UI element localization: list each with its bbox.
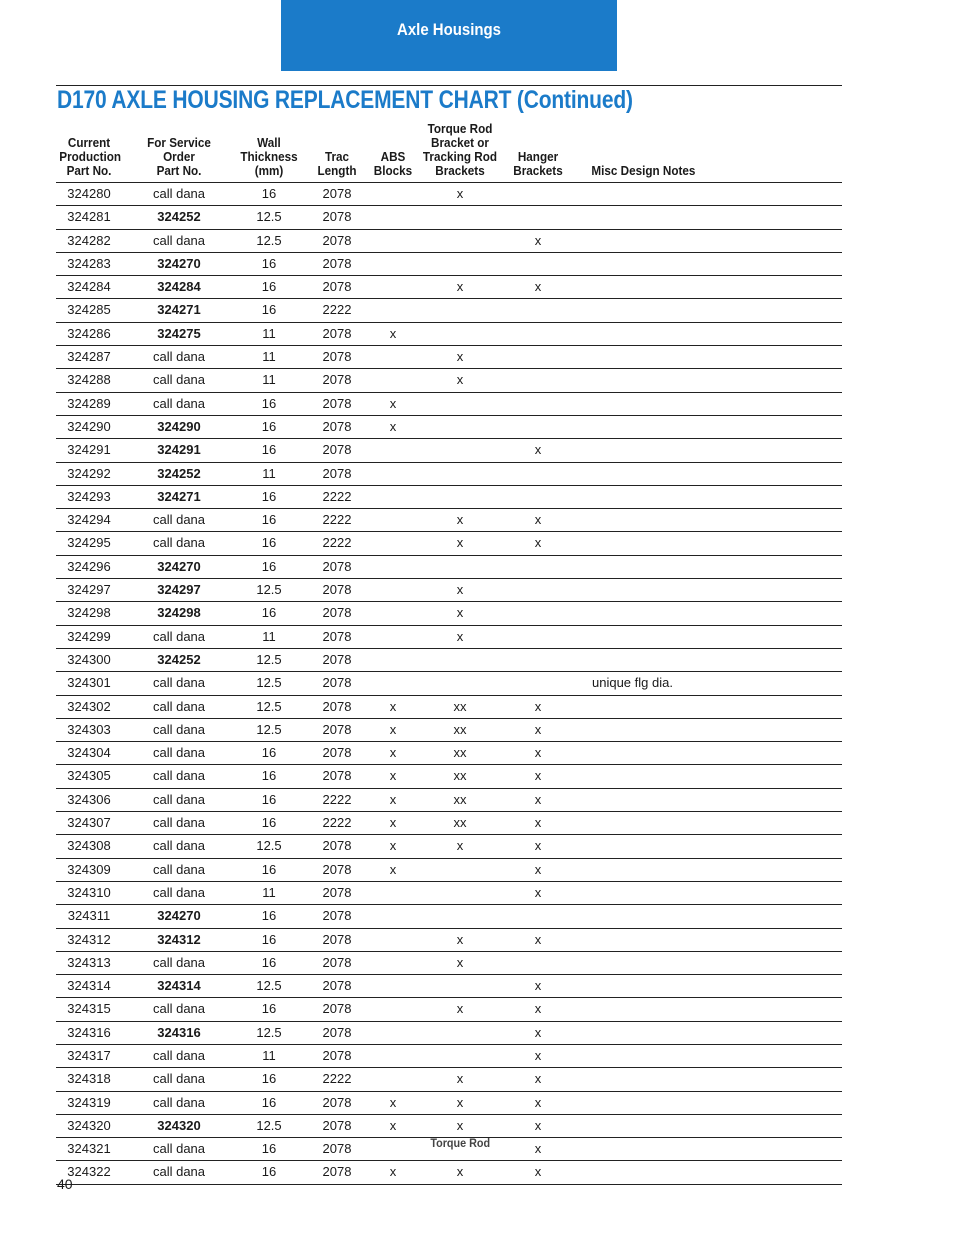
cell-current-part: 324301 — [67, 675, 111, 691]
cell-trac-length: 2078 — [322, 1141, 352, 1157]
cell-trac-length: 2078 — [322, 418, 352, 434]
cell-service-part: call dana — [152, 838, 206, 854]
table-row — [56, 206, 842, 229]
cell-hanger-brackets: x — [534, 1024, 542, 1040]
table-row — [56, 742, 842, 765]
cell-trac-length: 2078 — [322, 675, 352, 691]
cell-current-part: 324293 — [67, 488, 111, 504]
section-tab-label: Axle Housings — [397, 20, 501, 39]
cell-torque-rod: x — [456, 1071, 464, 1087]
cell-torque-rod: x — [456, 349, 464, 365]
table-row — [56, 1092, 842, 1115]
header-hanger-brackets: Hanger Brackets — [513, 149, 563, 178]
cell-trac-length: 2078 — [322, 372, 352, 388]
cell-current-part: 324280 — [67, 186, 111, 201]
cell-hanger-brackets: x — [534, 884, 542, 900]
table-row — [56, 649, 842, 672]
table-row — [56, 1022, 842, 1045]
cell-torque-rod: x — [456, 1164, 464, 1180]
cell-trac-length: 2222 — [322, 815, 352, 831]
cell-trac-length: 2078 — [322, 558, 352, 574]
cell-hanger-brackets: x — [534, 512, 542, 528]
cell-trac-length: 2222 — [322, 302, 352, 318]
table-row — [56, 905, 842, 928]
cell-trac-length: 2222 — [322, 791, 352, 807]
cell-hanger-brackets: x — [534, 978, 542, 994]
cell-hanger-brackets: x — [534, 1141, 542, 1157]
cell-current-part: 324283 — [67, 255, 111, 271]
cell-trac-length: 2078 — [322, 349, 352, 365]
cell-service-part: 324252 — [157, 465, 201, 481]
table-body — [56, 183, 842, 1185]
table-row — [56, 975, 842, 998]
cell-trac-length: 2078 — [322, 698, 352, 714]
cell-current-part: 324314 — [67, 978, 111, 994]
cell-wall-thickness: 12.5 — [256, 698, 282, 714]
cell-hanger-brackets: x — [534, 1001, 542, 1017]
cell-service-part: call dana — [152, 861, 206, 877]
cell-current-part: 324307 — [67, 815, 111, 831]
cell-current-part: 324300 — [67, 651, 111, 667]
cell-hanger-brackets: x — [534, 279, 542, 295]
cell-current-part: 324285 — [67, 302, 111, 318]
cell-wall-thickness: 12.5 — [256, 582, 282, 598]
cell-hanger-brackets: x — [534, 1071, 542, 1087]
cell-wall-thickness: 16 — [261, 255, 277, 271]
cell-hanger-brackets: x — [534, 1094, 542, 1110]
cell-hanger-brackets: x — [534, 1047, 542, 1063]
cell-current-part: 324309 — [67, 861, 111, 877]
cell-wall-thickness: 11 — [262, 628, 276, 644]
cell-torque-rod: xx — [453, 698, 467, 714]
cell-service-part: call dana — [152, 791, 206, 807]
cell-service-part: call dana — [152, 1071, 206, 1087]
table-row — [56, 696, 842, 719]
cell-torque-rod: xx — [453, 721, 467, 737]
cell-hanger-brackets: x — [534, 861, 542, 877]
cell-hanger-brackets: x — [534, 1117, 542, 1133]
cell-torque-rod: x — [456, 372, 464, 388]
cell-trac-length: 2222 — [322, 535, 352, 551]
table-row — [56, 998, 842, 1021]
cell-trac-length: 2078 — [322, 605, 352, 621]
table-row — [56, 882, 842, 905]
cell-wall-thickness: 12.5 — [256, 209, 282, 225]
cell-service-part: 324297 — [157, 582, 201, 598]
cell-wall-thickness: 16 — [261, 1164, 277, 1180]
cell-wall-thickness: 16 — [261, 558, 277, 574]
cell-service-part: 324252 — [157, 651, 201, 667]
cell-trac-length: 2078 — [322, 1094, 352, 1110]
cell-trac-length: 2078 — [322, 255, 352, 271]
table-header — [56, 120, 842, 183]
cell-trac-length: 2078 — [322, 768, 352, 784]
section-tab — [281, 0, 617, 71]
cell-service-part: 324271 — [157, 302, 201, 318]
cell-current-part: 324302 — [67, 698, 111, 714]
cell-abs-blocks: x — [389, 838, 397, 854]
cell-current-part: 324311 — [67, 908, 111, 924]
cell-wall-thickness: 16 — [261, 791, 277, 807]
cell-service-part: call dana — [152, 349, 206, 365]
cell-trac-length: 2078 — [322, 628, 352, 644]
cell-service-part: 324298 — [157, 605, 201, 621]
table-row — [56, 393, 842, 416]
table-row — [56, 346, 842, 369]
cell-abs-blocks: x — [389, 721, 397, 737]
cell-service-part: 324252 — [157, 209, 201, 225]
cell-torque-rod: x — [456, 279, 464, 295]
cell-service-part: call dana — [152, 535, 206, 551]
header-service-order: For Service Order Part No. — [147, 135, 211, 178]
cell-wall-thickness: 16 — [261, 535, 277, 551]
cell-wall-thickness: 11 — [262, 1047, 276, 1063]
cell-abs-blocks: x — [389, 768, 397, 784]
cell-abs-blocks: x — [389, 418, 397, 434]
cell-wall-thickness: 12.5 — [256, 1024, 282, 1040]
table-row — [56, 253, 842, 276]
cell-abs-blocks: x — [389, 395, 397, 411]
cell-wall-thickness: 16 — [261, 908, 277, 924]
cell-wall-thickness: 16 — [261, 1001, 277, 1017]
table-row — [56, 672, 842, 695]
replacement-chart-table — [56, 120, 842, 1185]
cell-current-part: 324292 — [67, 465, 111, 481]
cell-wall-thickness: 16 — [261, 186, 277, 201]
table-row — [56, 556, 842, 579]
cell-current-part: 324286 — [67, 325, 111, 341]
cell-trac-length: 2078 — [322, 582, 352, 598]
cell-wall-thickness: 16 — [261, 605, 277, 621]
cell-wall-thickness: 12.5 — [256, 675, 282, 691]
cell-torque-rod: x — [456, 1117, 464, 1133]
cell-torque-rod: x — [456, 954, 464, 970]
cell-trac-length: 2078 — [322, 838, 352, 854]
header-current-production: Current Production Part No. — [59, 135, 122, 178]
cell-service-part: call dana — [152, 884, 206, 900]
cell-trac-length: 2078 — [322, 465, 352, 481]
cell-current-part: 324289 — [67, 395, 111, 411]
cell-hanger-brackets: x — [534, 838, 542, 854]
header-abs-blocks: ABS Blocks — [373, 149, 413, 178]
cell-current-part: 324310 — [67, 884, 111, 900]
cell-hanger-brackets: x — [534, 442, 542, 458]
cell-current-part: 324297 — [67, 582, 111, 598]
cell-trac-length: 2078 — [322, 1164, 352, 1180]
cell-current-part: 324287 — [67, 349, 111, 365]
cell-service-part: call dana — [152, 1164, 206, 1180]
table-row — [56, 276, 842, 299]
table-row — [56, 602, 842, 625]
cell-service-part: call dana — [152, 1141, 206, 1157]
cell-current-part: 324313 — [67, 954, 111, 970]
table-row — [56, 532, 842, 555]
table-row — [56, 183, 842, 206]
cell-trac-length: 2078 — [322, 1001, 352, 1017]
cell-service-part: call dana — [152, 815, 206, 831]
cell-wall-thickness: 11 — [262, 349, 276, 365]
cell-wall-thickness: 16 — [261, 1071, 277, 1087]
cell-wall-thickness: 12.5 — [256, 232, 282, 248]
cell-trac-length: 2078 — [322, 721, 352, 737]
cell-wall-thickness: 12.5 — [256, 978, 282, 994]
cell-torque-rod: x — [456, 1094, 464, 1110]
cell-current-part: 324298 — [67, 605, 111, 621]
cell-current-part: 324322 — [67, 1164, 111, 1180]
cell-torque-rod: x — [456, 512, 464, 528]
cell-current-part: 324308 — [67, 838, 111, 854]
cell-service-part: call dana — [152, 232, 206, 248]
cell-torque-rod: x — [456, 186, 464, 201]
cell-service-part: 324270 — [157, 255, 201, 271]
cell-current-part: 324299 — [67, 628, 111, 644]
cell-torque-rod: xx — [453, 745, 467, 761]
cell-current-part: 324306 — [67, 791, 111, 807]
table-row — [56, 1161, 842, 1184]
cell-torque-rod: x — [456, 582, 464, 598]
table-row — [56, 439, 842, 462]
cell-service-part: 324284 — [157, 279, 201, 295]
cell-service-part: call dana — [152, 372, 206, 388]
cell-misc-notes: unique flg dia. — [592, 675, 673, 691]
cell-hanger-brackets: x — [534, 931, 542, 947]
cell-service-part: call dana — [152, 512, 206, 528]
cell-wall-thickness: 11 — [262, 372, 276, 388]
cell-trac-length: 2078 — [322, 232, 352, 248]
cell-current-part: 324290 — [67, 418, 111, 434]
table-row — [56, 579, 842, 602]
cell-current-part: 324317 — [67, 1047, 111, 1063]
cell-hanger-brackets: x — [534, 791, 542, 807]
cell-wall-thickness: 16 — [261, 442, 277, 458]
cell-trac-length: 2078 — [322, 978, 352, 994]
cell-torque-rod: x — [456, 838, 464, 854]
cell-trac-length: 2078 — [322, 1117, 352, 1133]
cell-hanger-brackets: x — [534, 815, 542, 831]
table-row — [56, 929, 842, 952]
table-row — [56, 812, 842, 835]
cell-current-part: 324282 — [67, 232, 111, 248]
cell-trac-length: 2222 — [322, 488, 352, 504]
cell-trac-length: 2222 — [322, 512, 352, 528]
cell-wall-thickness: 12.5 — [256, 838, 282, 854]
cell-trac-length: 2078 — [322, 1024, 352, 1040]
cell-trac-length: 2078 — [322, 395, 352, 411]
cell-wall-thickness: 16 — [261, 1094, 277, 1110]
cell-trac-length: 2078 — [322, 1047, 352, 1063]
table-row — [56, 486, 842, 509]
cell-current-part: 324291 — [67, 442, 111, 458]
cell-hanger-brackets: x — [534, 535, 542, 551]
cell-torque-rod: x — [456, 931, 464, 947]
cell-wall-thickness: 16 — [261, 861, 277, 877]
cell-current-part: 324304 — [67, 745, 111, 761]
cell-service-part: 324270 — [157, 558, 201, 574]
cell-service-part: call dana — [152, 186, 206, 201]
table-row — [56, 369, 842, 392]
cell-hanger-brackets: x — [534, 1164, 542, 1180]
cell-wall-thickness: 16 — [261, 418, 277, 434]
cell-current-part: 324315 — [67, 1001, 111, 1017]
cell-service-part: 324271 — [157, 488, 201, 504]
cell-wall-thickness: 16 — [261, 931, 277, 947]
cell-trac-length: 2078 — [322, 325, 352, 341]
cell-service-part: 324291 — [157, 442, 201, 458]
cell-torque-rod: x — [456, 1001, 464, 1017]
cell-trac-length: 2078 — [322, 931, 352, 947]
cell-current-part: 324303 — [67, 721, 111, 737]
cell-current-part: 324288 — [67, 372, 111, 388]
cell-wall-thickness: 16 — [261, 279, 277, 295]
cell-hanger-brackets: x — [534, 768, 542, 784]
cell-wall-thickness: 11 — [262, 884, 276, 900]
cell-service-part: 324275 — [157, 325, 201, 341]
cell-wall-thickness: 16 — [261, 395, 277, 411]
cell-abs-blocks: x — [389, 815, 397, 831]
table-row — [56, 789, 842, 812]
cell-service-part: 324270 — [157, 908, 201, 924]
footnote: Torque Rod — [430, 1136, 491, 1150]
cell-current-part: 324305 — [67, 768, 111, 784]
cell-service-part: call dana — [152, 954, 206, 970]
table-row — [56, 230, 842, 253]
cell-abs-blocks: x — [389, 698, 397, 714]
table-row — [56, 463, 842, 486]
cell-trac-length: 2078 — [322, 442, 352, 458]
table-row — [56, 719, 842, 742]
cell-abs-blocks: x — [389, 1117, 397, 1133]
table-row — [56, 509, 842, 532]
cell-current-part: 324281 — [67, 209, 111, 225]
cell-service-part: call dana — [152, 1001, 206, 1017]
cell-wall-thickness: 16 — [261, 302, 277, 318]
cell-hanger-brackets: x — [534, 232, 542, 248]
cell-torque-rod: x — [456, 605, 464, 621]
cell-trac-length: 2078 — [322, 186, 352, 201]
page-title: D170 AXLE HOUSING REPLACEMENT CHART (Continued) — [57, 86, 633, 114]
header-misc-notes: Misc Design Notes — [591, 163, 696, 178]
cell-current-part: 324320 — [67, 1117, 111, 1133]
cell-trac-length: 2078 — [322, 279, 352, 295]
cell-wall-thickness: 16 — [261, 768, 277, 784]
table-row — [56, 626, 842, 649]
cell-service-part: call dana — [152, 675, 206, 691]
cell-abs-blocks: x — [389, 1164, 397, 1180]
cell-service-part: call dana — [152, 768, 206, 784]
cell-trac-length: 2078 — [322, 884, 352, 900]
header-wall-thickness: Wall Thickness (mm) — [240, 135, 298, 178]
cell-service-part: call dana — [152, 698, 206, 714]
table-row — [56, 416, 842, 439]
cell-wall-thickness: 16 — [261, 488, 277, 504]
cell-trac-length: 2078 — [322, 908, 352, 924]
cell-trac-length: 2078 — [322, 651, 352, 667]
cell-current-part: 324319 — [67, 1094, 111, 1110]
cell-service-part: call dana — [152, 721, 206, 737]
cell-wall-thickness: 12.5 — [256, 1117, 282, 1133]
table-row — [56, 835, 842, 858]
cell-torque-rod: x — [456, 535, 464, 551]
cell-wall-thickness: 16 — [261, 815, 277, 831]
cell-current-part: 324318 — [67, 1071, 111, 1087]
table-row — [56, 859, 842, 882]
cell-hanger-brackets: x — [534, 698, 542, 714]
cell-abs-blocks: x — [389, 745, 397, 761]
cell-service-part: 324314 — [157, 978, 201, 994]
table-row — [56, 765, 842, 788]
cell-torque-rod: x — [456, 628, 464, 644]
cell-service-part: 324312 — [157, 931, 201, 947]
cell-wall-thickness: 11 — [262, 465, 276, 481]
cell-abs-blocks: x — [389, 791, 397, 807]
cell-trac-length: 2222 — [322, 1071, 352, 1087]
cell-service-part: call dana — [152, 1094, 206, 1110]
cell-wall-thickness: 11 — [262, 325, 276, 341]
cell-abs-blocks: x — [389, 861, 397, 877]
cell-service-part: 324290 — [157, 418, 201, 434]
cell-hanger-brackets: x — [534, 745, 542, 761]
table-row — [56, 1115, 842, 1138]
cell-service-part: call dana — [152, 628, 206, 644]
cell-current-part: 324321 — [67, 1141, 111, 1157]
cell-service-part: 324316 — [157, 1024, 201, 1040]
cell-current-part: 324294 — [67, 512, 111, 528]
header-trac-length: Trac Length — [317, 149, 357, 178]
header-torque-rod: Torque Rod Bracket or Tracking Rod Brackets — [422, 121, 498, 178]
cell-wall-thickness: 16 — [261, 954, 277, 970]
cell-torque-rod: xx — [453, 768, 467, 784]
cell-current-part: 324284 — [67, 279, 111, 295]
cell-trac-length: 2078 — [322, 745, 352, 761]
cell-torque-rod: xx — [453, 791, 467, 807]
cell-service-part: call dana — [152, 745, 206, 761]
cell-hanger-brackets: x — [534, 721, 542, 737]
cell-wall-thickness: 16 — [261, 745, 277, 761]
cell-current-part: 324312 — [67, 931, 111, 947]
cell-service-part: 324320 — [157, 1117, 201, 1133]
cell-torque-rod: xx — [453, 815, 467, 831]
cell-wall-thickness: 12.5 — [256, 651, 282, 667]
table-row — [56, 1068, 842, 1091]
cell-current-part: 324316 — [67, 1024, 111, 1040]
table-row — [56, 1045, 842, 1068]
cell-trac-length: 2078 — [322, 209, 352, 225]
cell-service-part: call dana — [152, 395, 206, 411]
cell-abs-blocks: x — [389, 325, 397, 341]
table-row — [56, 323, 842, 346]
page-number: 40 — [57, 1176, 73, 1192]
cell-current-part: 324295 — [67, 535, 111, 551]
cell-service-part: call dana — [152, 1047, 206, 1063]
cell-wall-thickness: 12.5 — [256, 721, 282, 737]
cell-wall-thickness: 16 — [261, 1141, 277, 1157]
cell-trac-length: 2078 — [322, 954, 352, 970]
cell-wall-thickness: 16 — [261, 512, 277, 528]
cell-abs-blocks: x — [389, 1094, 397, 1110]
cell-trac-length: 2078 — [322, 861, 352, 877]
table-row — [56, 299, 842, 322]
cell-current-part: 324296 — [67, 558, 111, 574]
table-row — [56, 952, 842, 975]
